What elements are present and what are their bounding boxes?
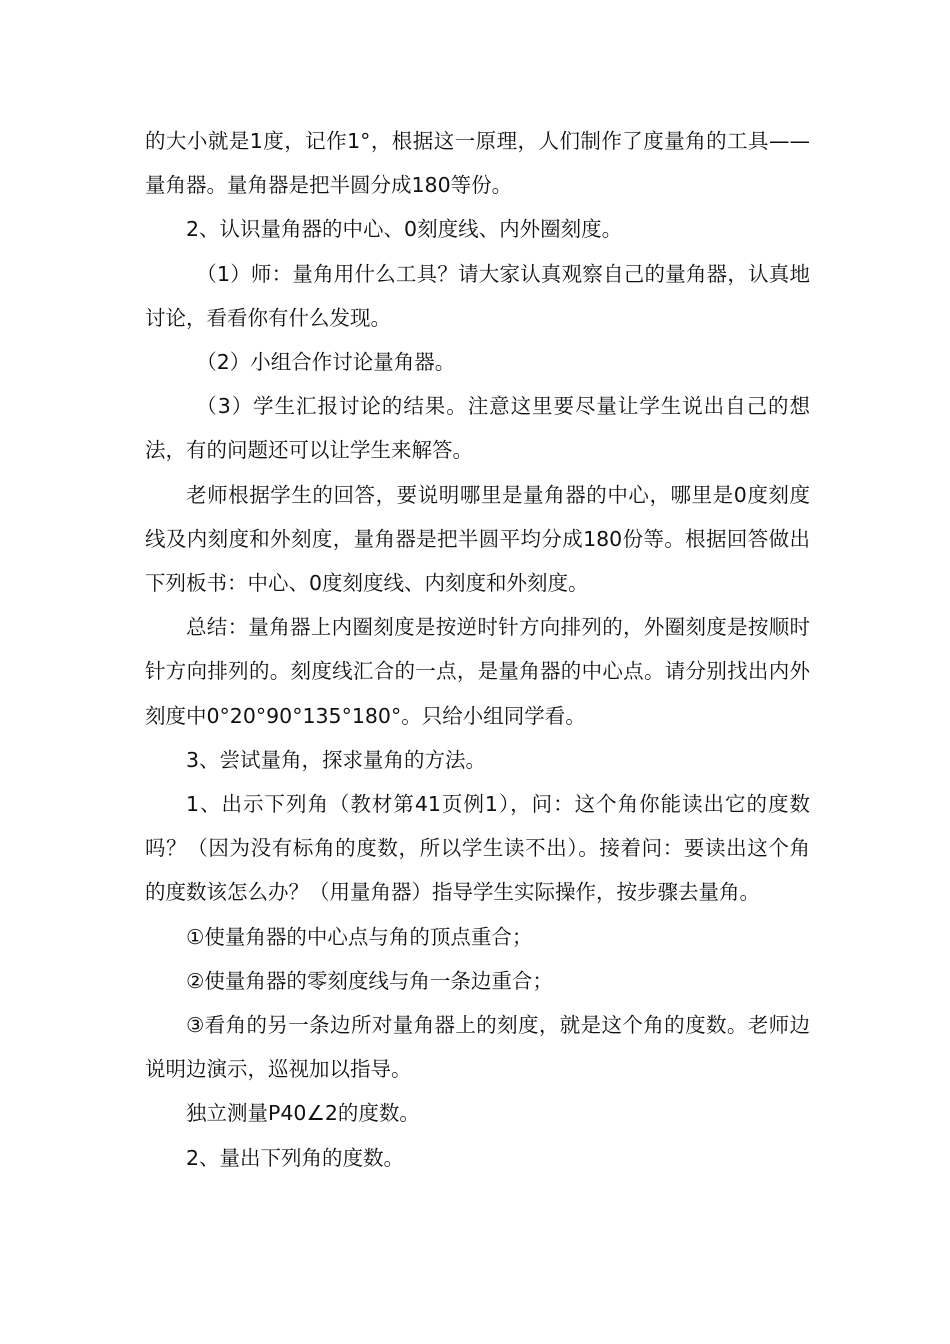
paragraph: ②使量角器的零刻度线与角一条边重合； — [186, 968, 553, 993]
paragraph: 独立测量P40∠2的度数。 — [186, 1101, 420, 1126]
paragraph: 2、量出下列角的度数。 — [186, 1145, 405, 1170]
paragraph: 老师根据学生的回答，要说明哪里是量角器的中心，哪里是0度刻度线及内刻度和外刻度，量角器是把半圆平均分成180份等。根据回答做出下列板书：中心、0度刻度线、内刻度和外刻度。 — [145, 482, 810, 596]
paragraph: ③看角的另一条边所对量角器上的刻度，就是这个角的度数。老师边说明边演示，巡视加以指导。 — [145, 1013, 810, 1082]
paragraph: ①使量角器的中心点与角的顶点重合； — [186, 924, 533, 949]
paragraph: 的大小就是1度，记作1°，根据这一原理，人们制作了度量角的工具——量角器。量角器是把半圆分成180等份。 — [145, 129, 810, 198]
paragraph: （2）小组合作讨论量角器。 — [196, 350, 456, 375]
document-body — [145, 119, 810, 1180]
paragraph: 2、认识量角器的中心、0刻度线、内外圈刻度。 — [186, 217, 623, 242]
paragraph: （3）学生汇报讨论的结果。注意这里要尽量让学生说出自己的想法，有的问题还可以让学生来解答。 — [145, 394, 810, 463]
paragraph: 总结：量角器上内圈刻度是按逆时针方向排列的，外圈刻度是按顺时针方向排列的。刻度线汇合的一点，是量角器的中心点。请分别找出内外刻度中0°20°90°135°180°。只给小组同学看。 — [145, 615, 810, 728]
paragraph: 1、出示下列角（教材第41页例1），问：这个角你能读出它的度数吗？（因为没有标角的度数，所以学生读不出）。接着问：要读出这个角的度数该怎么办？（用量角器）指导学生实际操作，按步骤去量角。 — [145, 792, 810, 905]
paragraph: 3、尝试量角，探求量角的方法。 — [186, 747, 487, 772]
paragraph: （1）师：量角用什么工具？请大家认真观察自己的量角器，认真地讨论，看看你有什么发现。 — [145, 261, 810, 330]
